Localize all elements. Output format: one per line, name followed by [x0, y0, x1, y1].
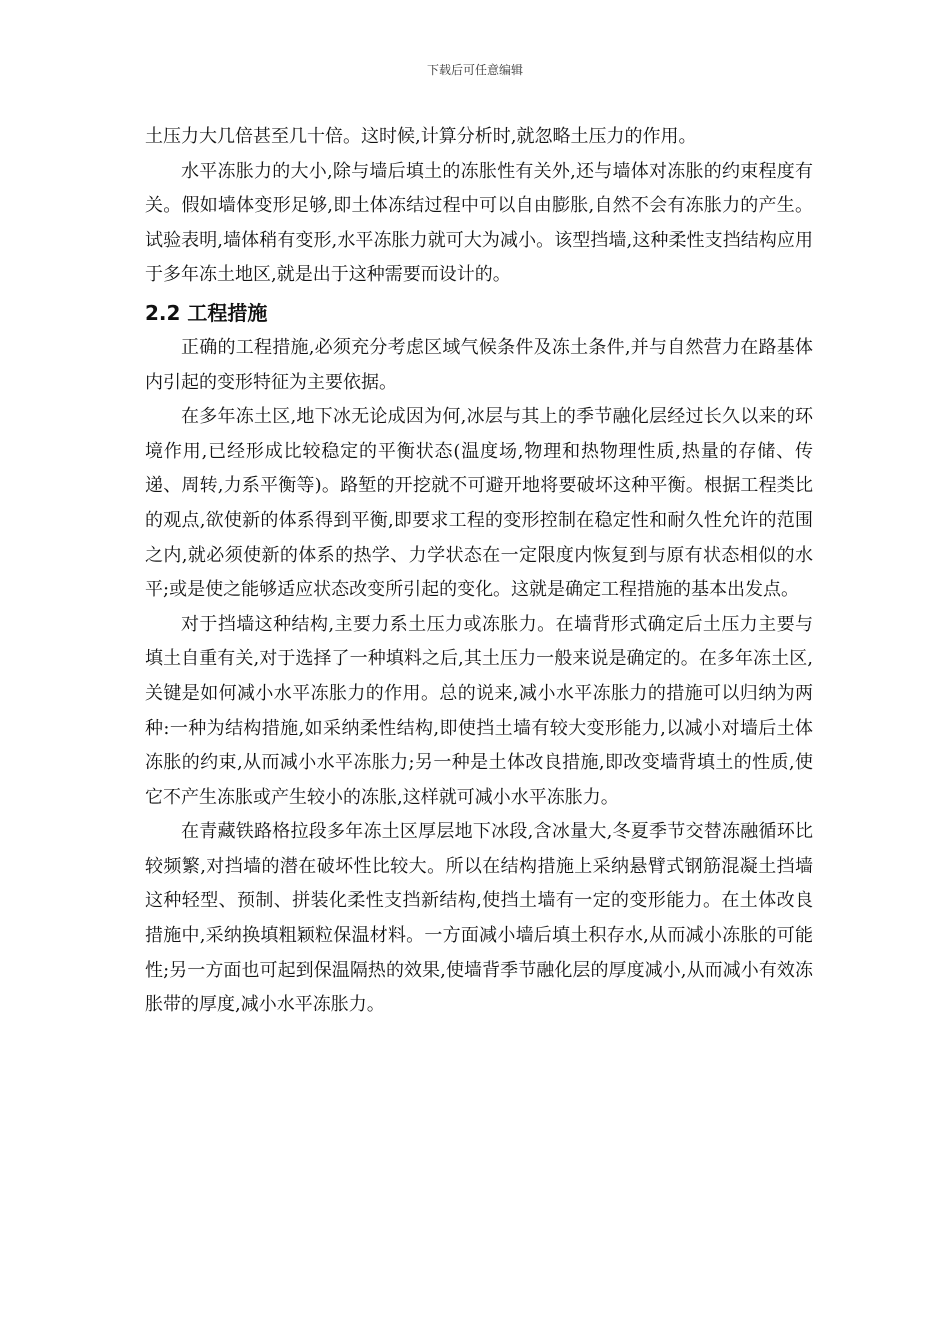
paragraph-2: 水平冻胀力的大小,除与墙后填土的冻胀性有关外,还与墙体对冻胀的约束程度有关。假如墙体变形足够,即土体冻结过程中可以自由膨胀,自然不会有冻胀力的产生。试验表明,墙体稍有变形,水平冻胀力就可大为减小。该型挡墙,这种柔性支挡结构应用于多年冻土地区,就是出于这种需要而设计的。	[145, 160, 813, 286]
document-body	[145, 120, 813, 1023]
section-heading: 2.2 工程措施	[145, 300, 268, 325]
paragraph-5: 对于挡墙这种结构,主要力系土压力或冻胀力。在墙背形式确定后土压力主要与填土自重有关,对于选择了一种填料之后,其土压力一般来说是确定的。在多年冻土区,关键是如何减小水平冻胀力的作用。总的说来,减小水平冻胀力的措施可以归纳为两种:一种为结构措施,如采纳柔性结构,即使挡土墙有较大变形能力,以减小对墙后土体冻胀的约束,从而减小水平冻胀力;另一种是土体改良措施,即改变墙背填土的性质,使它不产生冻胀或产生较小的冻胀,这样就可减小水平冻胀力。	[145, 613, 813, 808]
paragraph-1: 土压力大几倍甚至几十倍。这时候,计算分析时,就忽略土压力的作用。	[145, 126, 697, 147]
paragraph-3: 正确的工程措施,必须充分考虑区域气候条件及冻土条件,并与自然营力在路基体内引起的变形特征为主要依据。	[145, 336, 813, 393]
page-header: 下载后可任意编辑	[426, 63, 523, 77]
paragraph-4: 在多年冻土区,地下冰无论成因为何,冰层与其上的季节融化层经过长久以来的环境作用,已经形成比较稳定的平衡状态(温度场,物理和热物理性质,热量的存储、传递、周转,力系平衡等)。路堑的开挖就不可避开地将要破坏这种平衡。根据工程类比的观点,欲使新的体系得到平衡,即要求工程的变形控制在稳定性和耐久性允许的范围之内,就必须使新的体系的热学、力学状态在一定限度内恢复到与原有状态相似的水平;或是使之能够适应状态改变所引起的变化。这就是确定工程措施的基本出发点。	[145, 406, 813, 601]
paragraph-6: 在青藏铁路格拉段多年冻土区厚层地下冰段,含冰量大,冬夏季节交替冻融循环比较频繁,对挡墙的潜在破坏性比较大。所以在结构措施上采纳悬臂式钢筋混凝土挡墙这种轻型、预制、拼装化柔性支挡新结构,使挡土墙有一定的变形能力。在土体改良措施中,采纳换填粗颖粒保温材料。一方面减小墙后填土积存水,从而减小冻胀的可能性;另一方面也可起到保温隔热的效果,使墙背季节融化层的厚度减小,从而减小有效冻胀带的厚度,减小水平冻胀力。	[145, 821, 813, 1016]
